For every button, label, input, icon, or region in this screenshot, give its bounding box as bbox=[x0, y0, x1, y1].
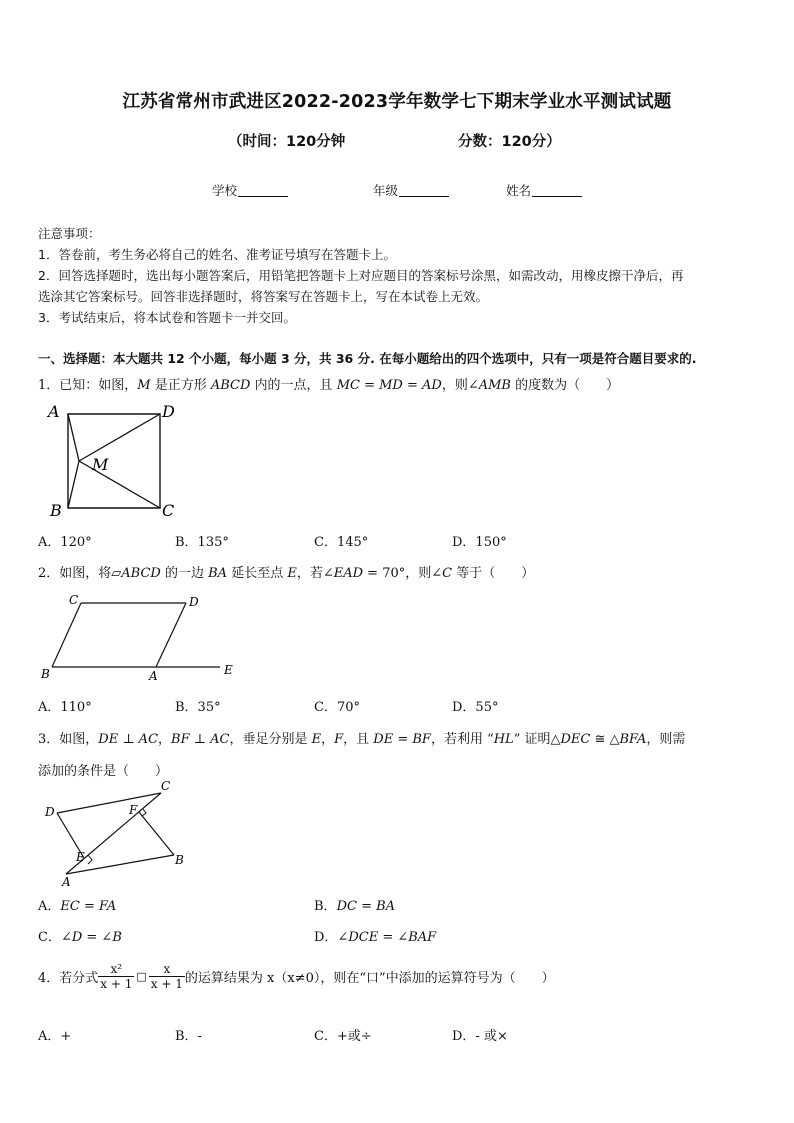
q1-option-b[interactable]: B．135° bbox=[175, 535, 229, 550]
q4-option-c[interactable]: C．+或÷ bbox=[314, 1029, 372, 1044]
q4-option-d[interactable]: D．- 或× bbox=[452, 1029, 508, 1044]
question-3-line2: 添加的条件是（ ） bbox=[38, 764, 169, 779]
fig1-label-c: C bbox=[162, 501, 175, 520]
q2-option-d[interactable]: D．55° bbox=[452, 700, 499, 715]
note-item: 选涂其它答案标号。回答非选择题时，将答案写在答题卡上，写在本试卷上无效。 bbox=[38, 289, 489, 304]
question-4: 4．若分式 $\frac{\text{x²}}{x + 1}$ □ $\frac{x}{x + 1}$ 的运算结果为 x（x≠0），则在“口”中添加的运算符号为（ ） bbox=[38, 962, 555, 991]
figure-triangles bbox=[38, 778, 198, 890]
school-field[interactable] bbox=[212, 181, 288, 199]
fig2-label-e: E bbox=[224, 663, 233, 677]
name-label: 姓名 bbox=[506, 183, 532, 198]
school-blank bbox=[238, 184, 288, 197]
q2-option-b[interactable]: B．35° bbox=[175, 700, 221, 715]
q2-option-a[interactable]: A．110° bbox=[38, 700, 92, 715]
fig3-label-c: C bbox=[161, 779, 171, 793]
fig1-label-d: D bbox=[162, 402, 175, 421]
question-1: 1．已知：如图，M 是正方形 ABCD 内的一点，且 MC = MD = AD，则∠AMB 的度数为（ ） bbox=[38, 378, 620, 393]
q1-option-a[interactable]: A．120° bbox=[38, 535, 92, 550]
name-blank bbox=[532, 184, 582, 197]
fig1-label-m: M bbox=[92, 455, 109, 474]
note-item: 3．考试结束后，将本试卷和答题卡一并交回。 bbox=[38, 310, 296, 325]
operator-box: □ bbox=[136, 970, 147, 983]
q4-option-b[interactable]: B．- bbox=[175, 1029, 202, 1044]
q4-option-a[interactable]: A．+ bbox=[38, 1029, 72, 1044]
score-label: 分数：120分） bbox=[458, 134, 561, 150]
page-title: 江苏省常州市武进区2022-2023学年数学七下期末学业水平测试试题 bbox=[122, 92, 672, 112]
time-label: （时间：120分钟 bbox=[228, 134, 346, 150]
q2-option-c[interactable]: C．70° bbox=[314, 700, 360, 715]
grade-label: 年级 bbox=[373, 183, 399, 198]
q3-option-a[interactable]: A．EC = FA bbox=[38, 899, 117, 914]
fig3-label-f: F bbox=[129, 803, 138, 817]
fig3-label-a: A bbox=[62, 875, 71, 889]
fig2-label-c: C bbox=[69, 593, 79, 607]
notes-heading: 注意事项： bbox=[38, 226, 101, 241]
fraction-1: $\frac{\text{x²}}{x + 1}$ bbox=[100, 962, 133, 991]
fig2-label-b: B bbox=[41, 667, 50, 681]
note-item: 1．答卷前，考生务必将自己的姓名、准考证号填写在答题卡上。 bbox=[38, 247, 396, 262]
fig1-label-b: B bbox=[50, 501, 62, 520]
name-field[interactable] bbox=[506, 181, 582, 199]
fig2-label-d: D bbox=[189, 595, 199, 609]
q3-option-d[interactable]: D．∠DCE = ∠BAF bbox=[314, 930, 437, 945]
school-label: 学校 bbox=[212, 183, 238, 198]
fig1-label-a: A bbox=[48, 402, 60, 421]
question-2: 2．如图，将▱ABCD 的一边 BA 延长至点 E，若∠EAD = 70°，则∠C 等于（ ） bbox=[38, 566, 535, 581]
q3-option-b[interactable]: B．DC = BA bbox=[314, 899, 396, 914]
fraction-2: $\frac{x}{x + 1}$ bbox=[150, 962, 183, 991]
fig3-label-d: D bbox=[45, 805, 55, 819]
figure-square-abcd bbox=[44, 400, 184, 522]
figure-parallelogram bbox=[38, 590, 243, 682]
grade-field[interactable] bbox=[373, 181, 449, 199]
fig2-label-a: A bbox=[149, 669, 158, 682]
q1-option-d[interactable]: D．150° bbox=[452, 535, 507, 550]
q3-option-c[interactable]: C．∠D = ∠B bbox=[38, 930, 122, 945]
question-3: 3．如图，DE ⊥ AC，BF ⊥ AC，垂足分别是 E，F，且 DE = BF，若利用 “HL” 证明△DEC ≅ △BFA，则需 bbox=[38, 732, 686, 747]
note-item: 2．回答选择题时，选出每小题答案后，用铅笔把答题卡上对应题目的答案标号涂黑，如需改动，用橡皮擦干净后，再 bbox=[38, 268, 684, 283]
q1-option-c[interactable]: C．145° bbox=[314, 535, 369, 550]
section-heading: 一、选择题：本大题共 12 个小题，每小题 3 分，共 36 分. 在每小题给出的四个选项中，只有一项是符合题目要求的. bbox=[38, 351, 697, 366]
fig3-label-e: E bbox=[76, 850, 85, 864]
fig3-label-b: B bbox=[175, 853, 184, 867]
grade-blank bbox=[399, 184, 449, 197]
